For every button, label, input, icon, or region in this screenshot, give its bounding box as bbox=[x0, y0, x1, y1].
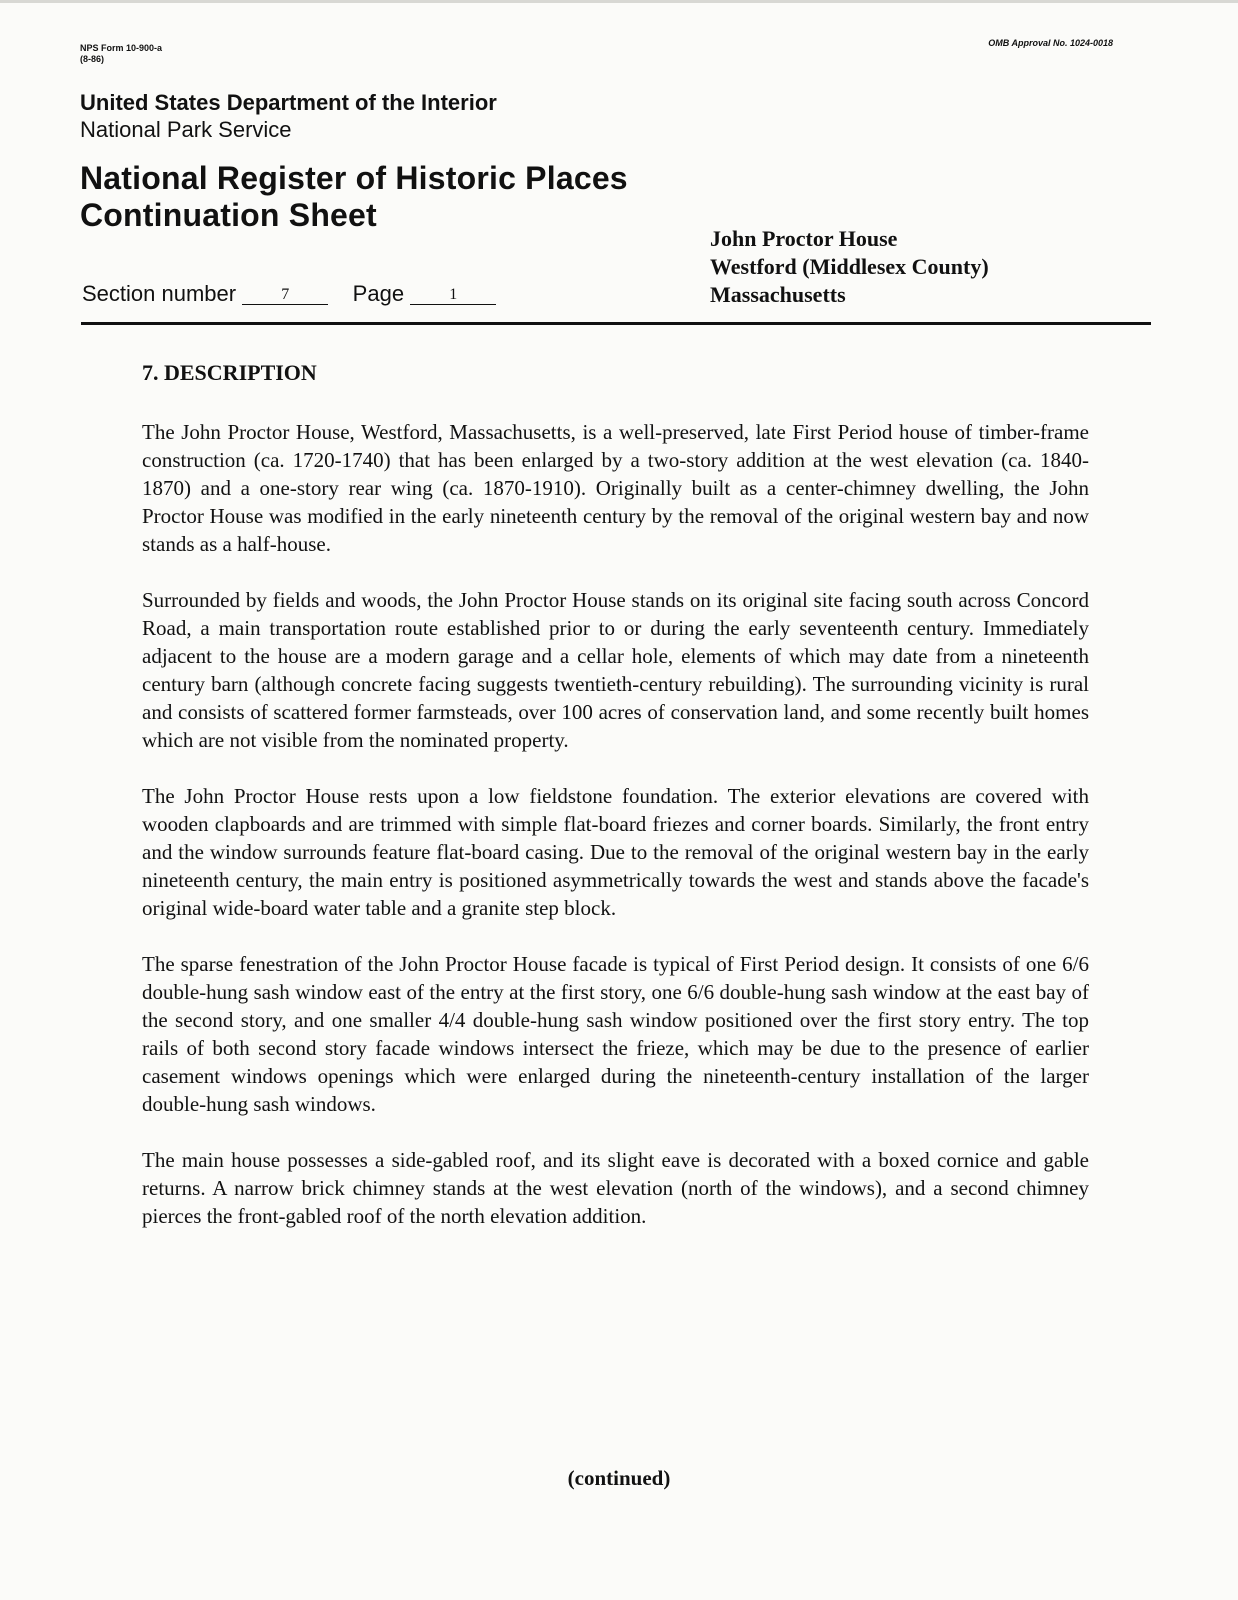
form-number-text: NPS Form 10-900-a bbox=[80, 43, 163, 53]
title-line-1: National Register of Historic Places bbox=[80, 160, 628, 196]
form-number bbox=[80, 43, 162, 65]
page-edge bbox=[0, 0, 1238, 3]
property-location: Westford (Middlesex County) bbox=[710, 254, 989, 279]
paragraph: The John Proctor House, Westford, Massachusetts, is a well-preserved, late First Period house of timber-frame construction (ca. 1720-1740) that has been enlarged by a two-story addition at the west elevation (ca. 1840-1870) and a one-story rear wing (ca. 1870-1910). Originally built as a center-chimney dwelling, the John Proctor House was modified in the early nineteenth century by the removal of the original western bay and now stands as a half-house. bbox=[142, 420, 1089, 556]
section-page-line bbox=[82, 281, 496, 307]
header-divider bbox=[81, 322, 1151, 325]
paragraph: Surrounded by fields and woods, the John Proctor House stands on its original site facing south across Concord Road, a main transportation route established prior to or during the early seventeenth century. Immediately adjacent to the house are a modern garage and a cellar hole, elements of which may date from a nineteenth century barn (although concrete facing suggests twentieth-century rebuilding). The surrounding vicinity is rural and consists of scattered former farmsteads, over 100 acres of conservation land, and some recently built homes which are not visible from the nominated property. bbox=[142, 588, 1089, 752]
continued-note: (continued) bbox=[567, 1466, 671, 1490]
property-block bbox=[710, 225, 989, 309]
description-body bbox=[142, 360, 1089, 1258]
paragraph: The sparse fenestration of the John Proctor House facade is typical of First Period design. It consists of one 6/6 double-hung sash window east of the entry at the first story, one 6/6 double-hung sash window at the east bay of the second story, and one smaller 4/4 double-hung sash window positioned over the first story entry. The top rails of both second story facade windows intersect the frieze, which may be due to the presence of earlier casement windows openings which were enlarged during the nineteenth-century installation of the larger double-hung sash windows. bbox=[142, 952, 1089, 1116]
section-number-value: 7 bbox=[242, 286, 328, 305]
department-name: United States Department of the Interior bbox=[80, 90, 497, 115]
service-name: National Park Service bbox=[80, 117, 292, 142]
page-label: Page bbox=[352, 281, 405, 306]
property-name: John Proctor House bbox=[710, 226, 898, 251]
omb-approval: OMB Approval No. 1024-0018 bbox=[988, 38, 1113, 48]
document-title bbox=[80, 160, 628, 234]
agency-block bbox=[80, 89, 497, 143]
section-label: Section number bbox=[82, 281, 237, 306]
property-state: Massachusetts bbox=[710, 282, 846, 307]
section-heading: 7. DESCRIPTION bbox=[142, 360, 317, 385]
title-line-2: Continuation Sheet bbox=[80, 197, 377, 233]
paragraph: The main house possesses a side-gabled roof, and its slight eave is decorated with a boxed cornice and gable returns. A narrow brick chimney stands at the west elevation (north of the windows), and a second chimney pierces the front-gabled roof of the north elevation addition. bbox=[142, 1148, 1089, 1228]
form-revision-text: (8-86) bbox=[80, 54, 105, 64]
paragraph: The John Proctor House rests upon a low fieldstone foundation. The exterior elevations are covered with wooden clapboards and are trimmed with simple flat-board friezes and corner boards. Similarly, the front entry and the window surrounds feature flat-board casing. Due to the removal of the original western bay in the early nineteenth century, the main entry is positioned asymmetrically towards the west and stands above the facade's original wide-board water table and a granite step block. bbox=[142, 784, 1089, 920]
page-number-value: 1 bbox=[410, 286, 496, 305]
